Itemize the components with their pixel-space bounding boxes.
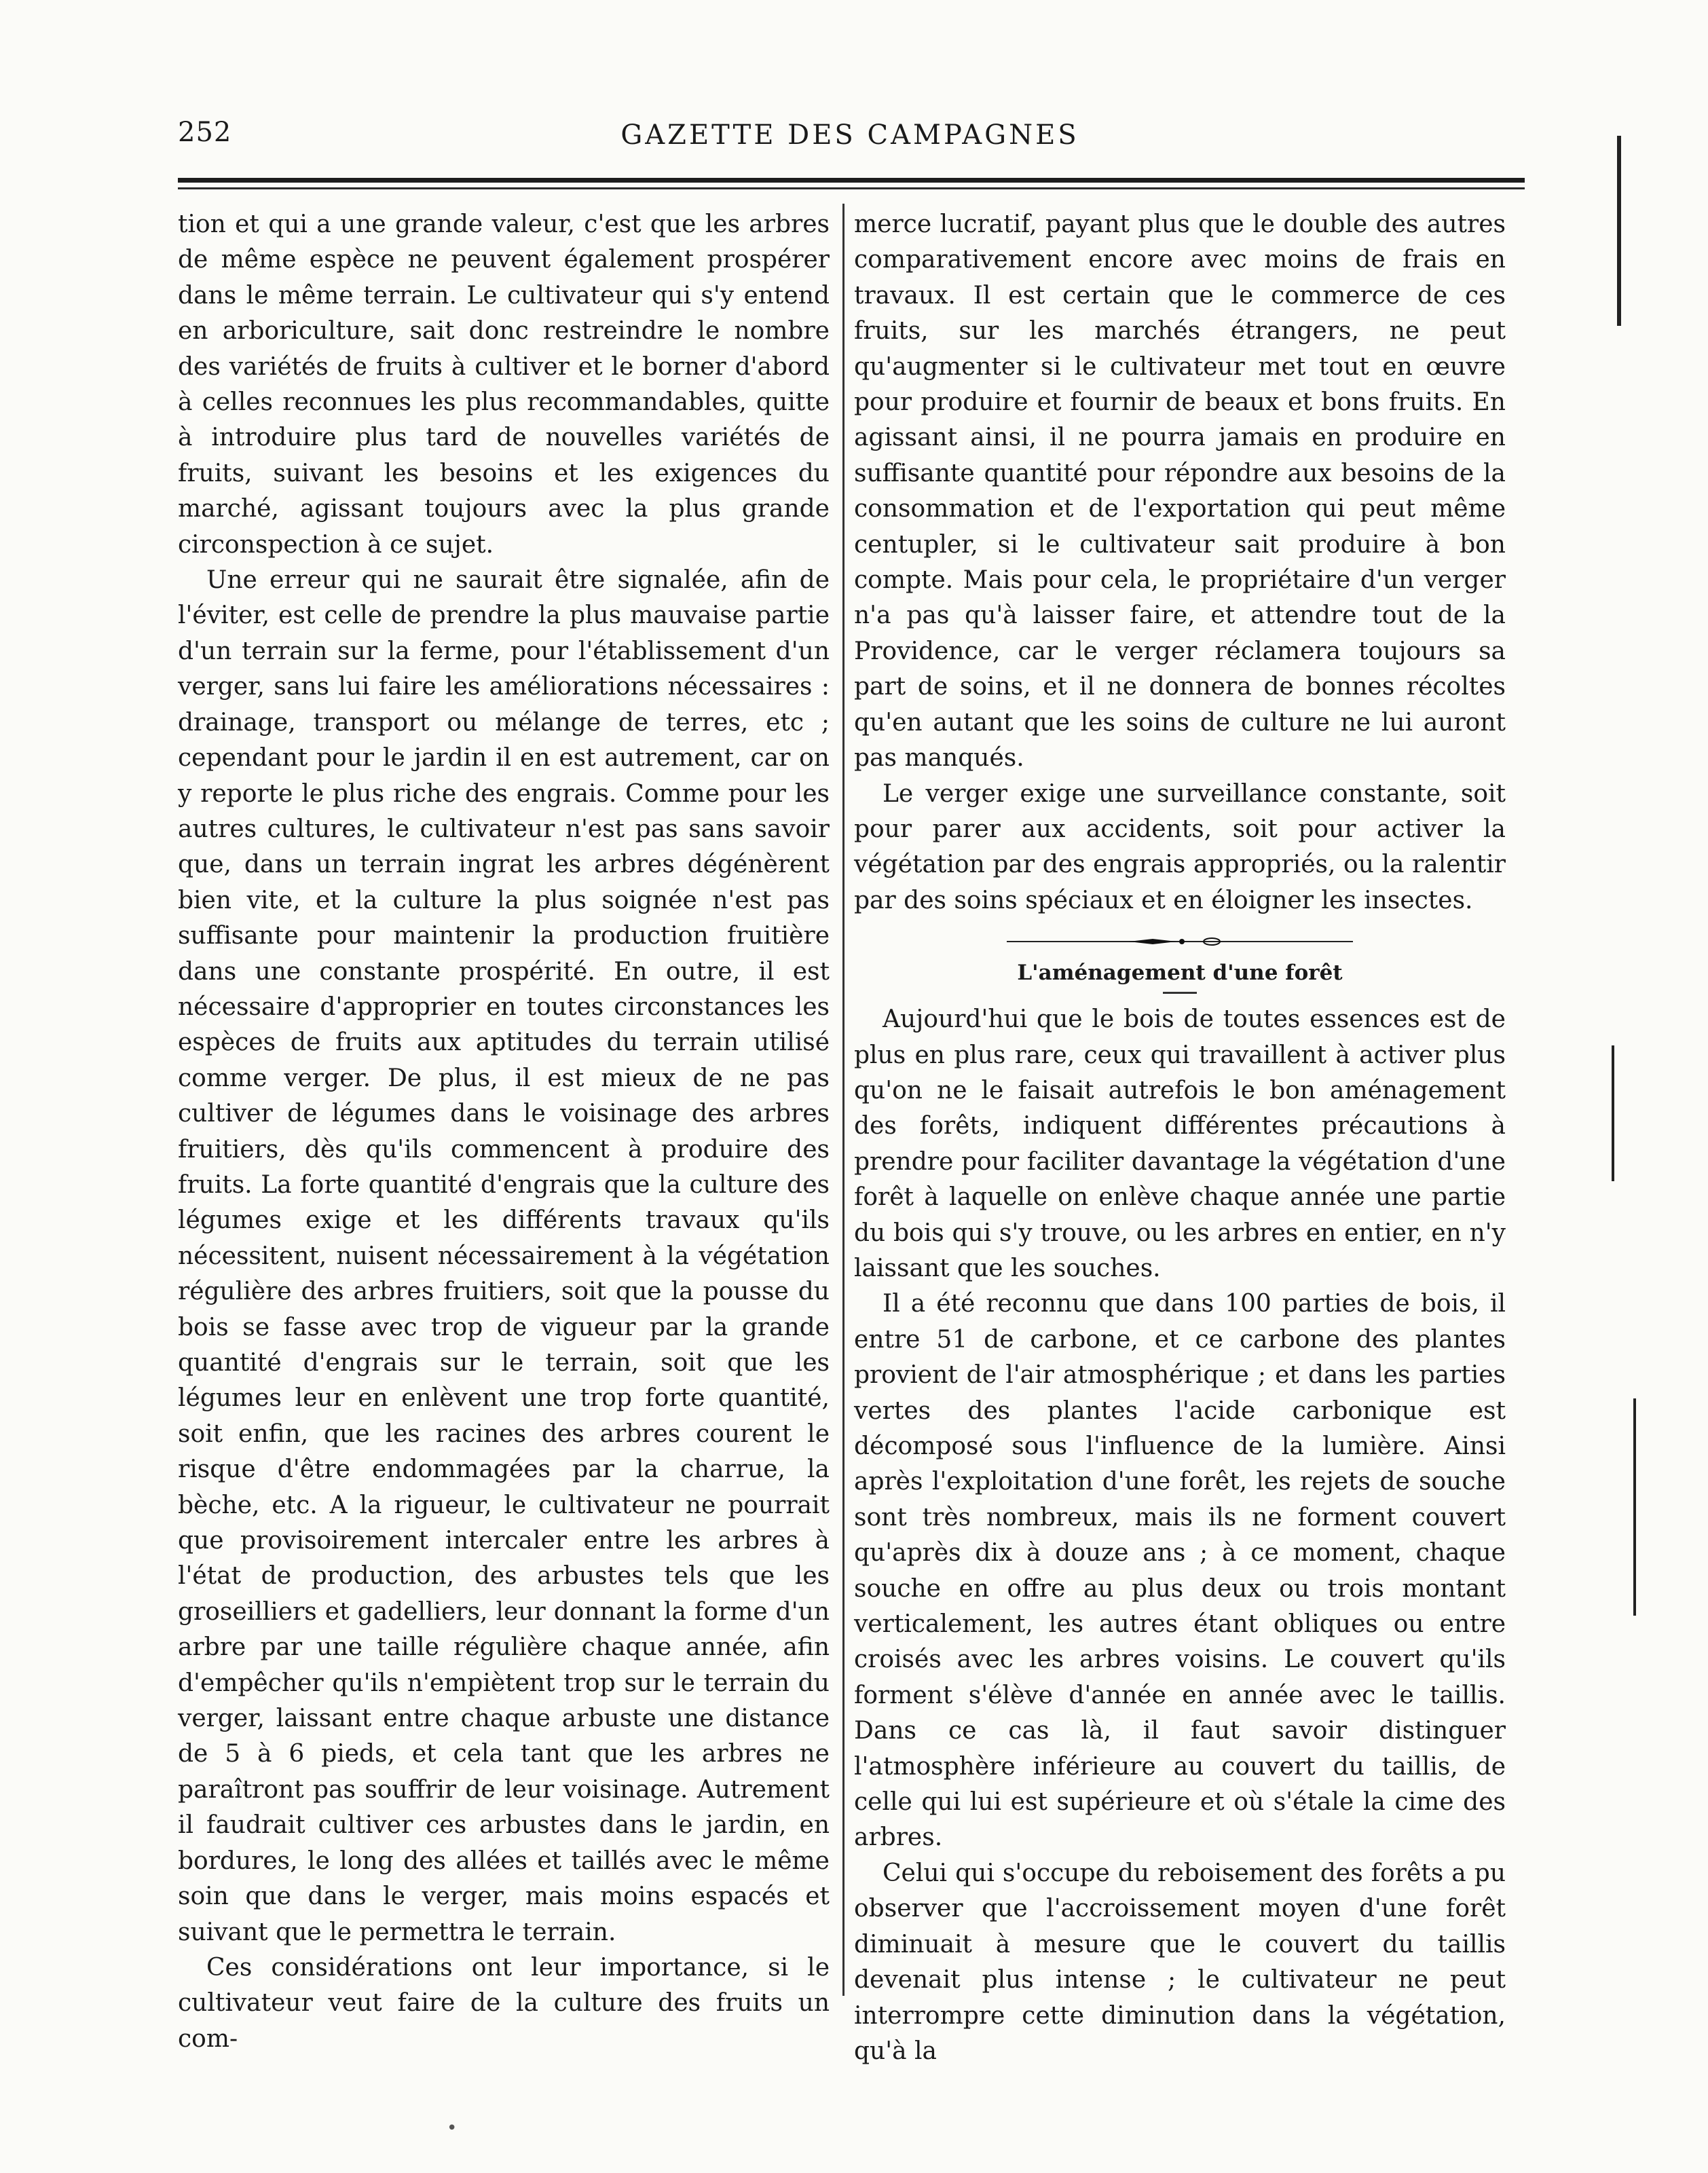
right-paragraph-1: merce lucratif, payant plus que le double des autres comparativement encore avec moins de frais en travaux. Il est certain que le commerce de ces fruits, sur les marchés étrangers, ne peut qu'augmenter si le cultivateur met tout en œuvre pour produire et fournir de beaux et bons fruits. En agissant ainsi, il ne pourra jamais en produire en suffisante quantité pour répondre aux besoins de la consommation et de l'exportation qui peut même centupler, si le cultivateur sait produire à bon compte. Mais pour cela, le propriétaire d'un verger n'a pas qu'à laisser faire, et attendre tout de la Providence, car le verger réclamera toujours sa part de soins, et il ne donnera de bonnes récoltes qu'en autant que les soins de culture ne lui auront pas manqués. xyxy=(854,210,1506,773)
right-paragraph-3: Aujourd'hui que le bois de toutes essences est de plus en plus rare, ceux qui travaillent à activer plus qu'on ne le faisait autrefois le bon aménagement des forêts, indiquent différentes précautions à prendre pour faciliter davantage la végétation d'une forêt à laquelle on enlève chaque année une partie du bois qui s'y trouve, ou les arbres en entier, en n'y laissant que les souches. xyxy=(854,1005,1506,1282)
section-title-dash xyxy=(1163,992,1197,994)
left-paragraph-1: tion et qui a une grande valeur, c'est que les arbres de même espèce ne peuvent également prospérer dans le même terrain. Le cultivateur qui s'y entend en arboriculture, sait donc restreindre le nombre des variétés de fruits à cultiver et le borner d'abord à celles reconnues les plus recommandables, quitte à introduire plus tard de nouvelles variétés de fruits, suivant les besoins et les exigences du marché, agissant toujours avec la plus grande circonspection à ce sujet. xyxy=(178,210,830,559)
margin-binding-mark xyxy=(1633,1398,1636,1616)
section-title: L'aménagement d'une forêt xyxy=(1017,961,1343,986)
ornament-rule-icon xyxy=(1007,935,1353,948)
left-column xyxy=(178,207,830,2057)
right-paragraph-2: Le verger exige une surveillance constante, soit pour parer aux accidents, soit pour activer la végétation par des engrais appropriés, ou la ralentir par des soins spéciaux et en éloigner les insectes. xyxy=(854,779,1506,914)
page-header xyxy=(178,117,1522,164)
header-rule-thin xyxy=(178,187,1525,189)
journal-title: GAZETTE DES CAMPAGNES xyxy=(620,119,1079,151)
right-column xyxy=(854,207,1506,2069)
left-paragraph-2: Une erreur qui ne saurait être signalée, afin de l'éviter, est celle de prendre la plus mauvaise partie d'un terrain sur la ferme, pour l'établissement d'un verger, sans lui faire les améliorations nécessaires : drainage, transport ou mélange de terres, etc ; cependant pour le jardin il en est autrement, car on y reporte le plus riche des engrais. Comme pour les autres cultures, le cultivateur n'est pas sans savoir que, dans un terrain ingrat les arbres dégénèrent bien vite, et la culture la plus soignée n'est pas suffisante pour maintenir la production fruitière dans une constante prospérité. En outre, il est nécessaire d'approprier en toutes circonstances les espèces de fruits aux aptitudes du terrain utilisé comme verger. De plus, il est mieux de ne pas cultiver de légumes dans le voisinage des arbres fruitiers, dès qu'ils commencent à produire des fruits. La forte quantité d'engrais que la culture des légumes exige et les différents travaux qu'ils nécessitent, nuisent nécessairement à la végétation régulière des arbres fruitiers, soit que la pousse du bois se fasse avec trop de vigueur par la grande quantité d'engrais sur le terrain, soit que les légumes leur en enlèvent une trop forte quantité, soit enfin, que les racines des arbres courent le risque d'être endommagées par la charrue, la bèche, etc. A la rigueur, le cultivateur ne pourrait que provisoirement intercaler entre les arbres à l'état de production, des arbustes tels que les groseilliers et gadelliers, leur donnant la forme d'un arbre par une taille régulière chaque année, afin d'empêcher qu'ils n'empiètent trop sur le terrain du verger, laissant entre chaque arbuste une distance de 5 à 6 pieds, et cela tant que les arbres ne paraîtront pas souffrir de leur voisinage. Autrement il faudrait cultiver ces arbustes dans le jardin, en bordures, le long des allées et taillés avec le même soin que dans le verger, mais moins espacés et suivant que le permettra le terrain. xyxy=(178,566,830,1946)
header-rule-thick xyxy=(178,178,1525,183)
column-divider xyxy=(842,204,844,1996)
left-paragraph-3: Ces considérations ont leur importance, si le cultivateur veut faire de la culture des fruits un com- xyxy=(178,1953,830,2053)
ink-speck: • xyxy=(447,2118,458,2138)
right-paragraph-5: Celui qui s'occupe du reboisement des forêts a pu observer que l'accroissement moyen d'une forêt diminuait à mesure que le couvert du taillis devenait plus intense ; le cultivateur ne peut interrompre cette diminution dans la végétation, qu'à la xyxy=(854,1859,1506,2065)
section-ornament xyxy=(1007,935,1353,948)
right-paragraph-4: Il a été reconnu que dans 100 parties de bois, il entre 51 de carbone, et ce carbone des plantes provient de l'air atmosphérique ; et dans les parties vertes des plantes l'acide carbonique est décomposé sous l'influence de la lumière. Ainsi après l'exploitation d'une forêt, les rejets de souche sont très nombreux, mais ils ne forment couvert qu'après dix à douze ans ; à ce moment, chaque souche en offre au plus deux ou trois montant verticalement, les autres étant obliques ou entre croisés avec les arbres voisins. Le couvert qu'ils forment s'élève d'année en année avec le taillis. Dans ce cas là, il faut savoir distinguer l'atmosphère inférieure au couvert du taillis, de celle qui lui est supérieure et où s'étale la cime des arbres. xyxy=(854,1290,1506,1852)
page-number: 252 xyxy=(178,117,232,148)
margin-binding-mark xyxy=(1617,136,1621,326)
margin-binding-mark xyxy=(1612,1045,1614,1181)
